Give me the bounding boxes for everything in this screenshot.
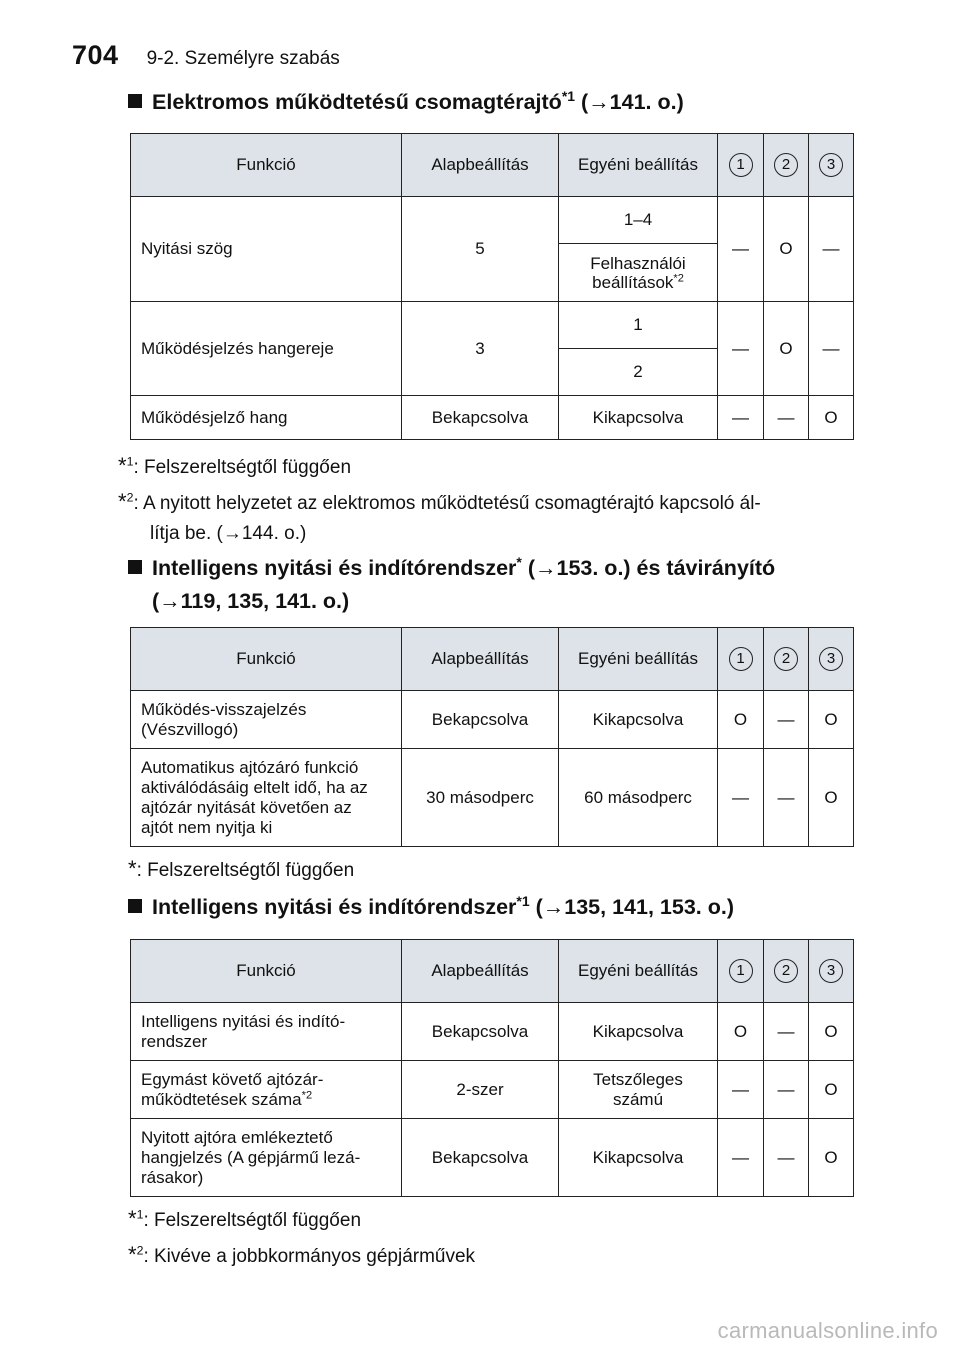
circled-2-icon: 2: [774, 959, 798, 983]
footnote: *$^1$: Felszereltségtől függően: [118, 453, 352, 478]
table-row: Működésjelzés hangereje 3 1 — O —: [131, 302, 854, 349]
circled-1-icon: 1: [729, 647, 753, 671]
circled-3-icon: 3: [819, 647, 843, 671]
section-1-heading: Elektromos működtetésű csomagtérajtó$^{*1}$ (→141. o.): [128, 86, 856, 119]
footnote: *$^2$: A nyitott helyzetet az elektromos működtetésű csomagtérajtó kapcsoló ál- lítja be. (→144. o.): [118, 489, 761, 544]
section-1-table: [130, 133, 854, 440]
page-number: 704: [72, 40, 119, 70]
section-3-table: [130, 939, 854, 1197]
page-header: [72, 40, 340, 71]
bullet-square-icon: [128, 94, 142, 108]
table-row: Felhasználói beállítások$^{*2}$: [131, 244, 854, 302]
table-row: Egymást követő ajtózár- működtetések száma$^{*2}$ 2-szer Tetszőleges számú — — O: [131, 1061, 854, 1119]
section-2-table: [130, 627, 854, 847]
footnote: *: Felszereltségtől függően: [128, 856, 355, 881]
table-row: Automatikus ajtózáró funkció aktiválódásáig eltelt idő, ha az ajtózár nyitását követően az ajtót nem nyitja ki 30 másodperc 60 másodperc — — O: [131, 749, 854, 847]
table-row: Működésjelző hang Bekapcsolva Kikapcsolva — — O: [131, 396, 854, 440]
chapter-title: 9-2. Személyre szabás: [146, 48, 340, 69]
circled-3-icon: 3: [819, 959, 843, 983]
table-header-row: Funkció Alapbeállítás Egyéni beállítás 1 2 3: [131, 940, 854, 1003]
table-row: 2: [131, 349, 854, 396]
circled-3-icon: 3: [819, 153, 843, 177]
table-row: Nyitott ajtóra emlékeztető hangjelzés (A gépjármű lezá- rásakor) Bekapcsolva Kikapcsolva — — O: [131, 1119, 854, 1197]
table-header-row: Funkció Alapbeállítás Egyéni beállítás 1 2 3: [131, 134, 854, 197]
table-row: Működés-visszajelzés (Vészvillogó) Bekapcsolva Kikapcsolva O — O: [131, 691, 854, 749]
section-2-heading: Intelligens nyitási és indítórendszer* (→153. o.) és távirányító (→119, 135, 141. o.): [128, 552, 856, 618]
table-header-row: Funkció Alapbeállítás Egyéni beállítás 1 2 3: [131, 628, 854, 691]
bullet-square-icon: [128, 899, 142, 913]
watermark: carmanualsonline.info: [717, 1318, 938, 1343]
footnote: *$^2$: Kivéve a jobbkormányos gépjárművek: [128, 1242, 476, 1267]
circled-2-icon: 2: [774, 153, 798, 177]
circled-1-icon: 1: [729, 153, 753, 177]
table-row: Intelligens nyitási és indító- rendszer Bekapcsolva Kikapcsolva O — O: [131, 1003, 854, 1061]
table-row: Nyitási szög 5 1–4 — O —: [131, 197, 854, 244]
footnote: *$^1$: Felszereltségtől függően: [128, 1206, 362, 1231]
bullet-square-icon: [128, 560, 142, 574]
circled-2-icon: 2: [774, 647, 798, 671]
section-3-heading: Intelligens nyitási és indítórendszer$^{*1}$ (→135, 141, 153. o.): [128, 891, 856, 924]
circled-1-icon: 1: [729, 959, 753, 983]
